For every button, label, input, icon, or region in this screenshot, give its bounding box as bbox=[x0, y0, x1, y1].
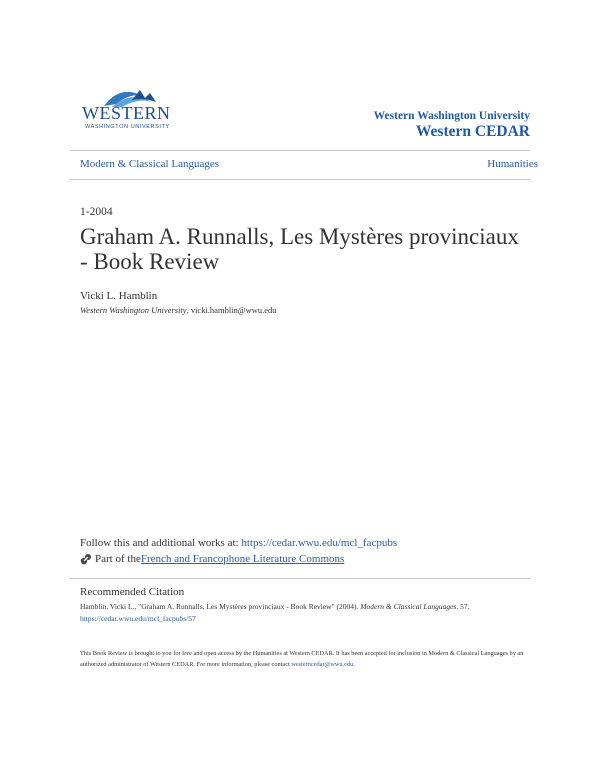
follow-line bbox=[80, 537, 397, 549]
follow-prefix: Follow this and additional works at: bbox=[80, 537, 242, 549]
author-affiliation bbox=[80, 305, 277, 315]
citation-end: . 57. bbox=[456, 602, 470, 611]
author-name: Vicki L. Hamblin bbox=[80, 290, 158, 302]
footer-notice bbox=[80, 648, 525, 670]
citation-text bbox=[80, 602, 469, 611]
part-of-line bbox=[80, 553, 344, 565]
part-prefix: Part of the bbox=[95, 553, 141, 565]
header-rule-bottom bbox=[70, 179, 530, 180]
repository-name[interactable]: Western CEDAR bbox=[415, 123, 530, 140]
subject-link[interactable]: Humanities bbox=[487, 158, 538, 170]
logo-wordmark: WESTERN bbox=[82, 103, 171, 123]
citation-rule bbox=[70, 578, 530, 579]
commons-link[interactable]: French and Francophone Literature Commons bbox=[140, 553, 345, 565]
citation-italic: Modern & Classical Languages bbox=[360, 602, 457, 611]
footer-end: . bbox=[353, 661, 355, 668]
header-rule-top bbox=[70, 150, 530, 151]
publication-date: 1-2004 bbox=[80, 206, 113, 218]
logo-subtitle: WASHINGTON UNIVERSITY bbox=[85, 124, 170, 130]
collection-link[interactable]: https://cedar.wwu.edu/mcl_facpubs bbox=[241, 537, 398, 549]
citation-url[interactable]: https://cedar.wwu.edu/mcl_facpubs/57 bbox=[80, 614, 196, 623]
citation-plain: Hamblin, Vicki L., "Graham A. Runnalls, Les Mystères provinciaux - Book Review" (2004). bbox=[80, 602, 361, 611]
contact-email-link[interactable]: westerncedar@wwu.edu bbox=[291, 661, 354, 668]
department-link[interactable]: Modern & Classical Languages bbox=[80, 158, 219, 170]
commons-network-icon bbox=[80, 553, 92, 565]
paper-title: Graham A. Runnalls, Les Mystères provinciaux - Book Review bbox=[80, 224, 519, 274]
footer-text: This Book Review is brought to you for free and open access by the Humanities at Western CEDAR. It has been accepted for inclusion in Modern & Classical Languages by an authorized administrator of Western CEDAR. For more information, please contact bbox=[80, 650, 524, 668]
institution-name[interactable]: Western Washington University bbox=[373, 110, 530, 122]
affiliation-name: Western Washington University bbox=[80, 305, 187, 315]
author-email: , vicki.hamblin@wwu.edu bbox=[186, 305, 277, 315]
citation-heading: Recommended Citation bbox=[80, 586, 185, 598]
